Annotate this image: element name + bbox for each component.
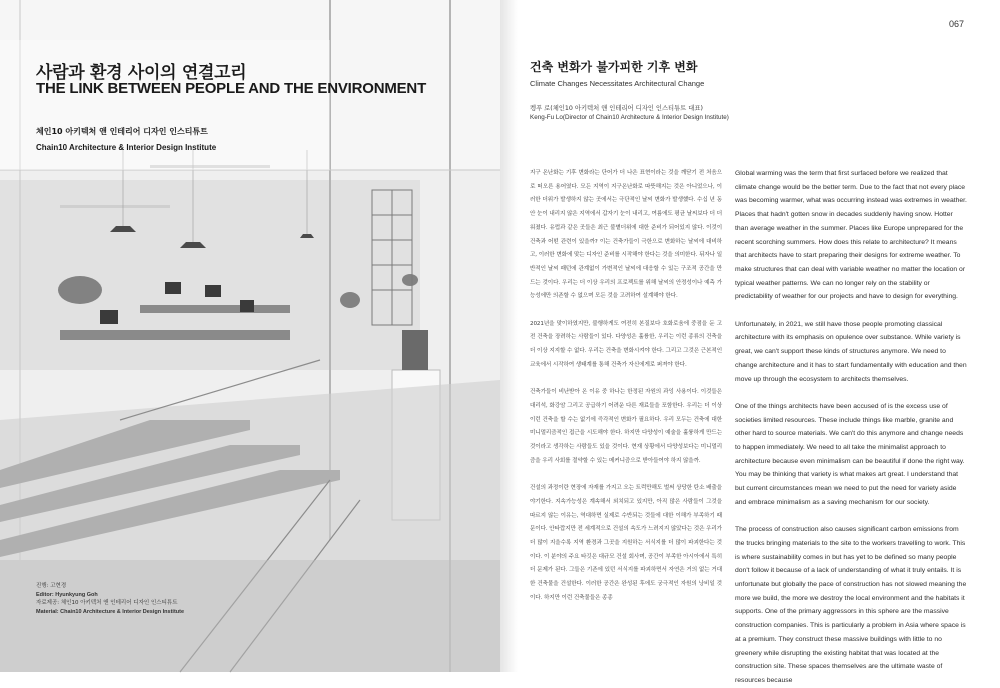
article-body-korean [530,167,722,619]
firm-name-english: Chain10 Architecture & Interior Design Institute [36,143,217,152]
paragraph-ko-2: 2021년을 맞이하였지만, 불행하게도 여전히 본질보다 호화로움에 중점을 둔 고전 건축을 장려하는 사람들이 있다. 다양성은 훌륭한, 우리는 이런 종류의 건축을 더 이상 지지할 수 없다. 우리는 건축을 변화시켜야 한다. 그리고 그것은 근본적인 교육에서 시작하여 생태계를 통해 건축가 자신에게로 퍼져야 한다. [530,320,722,368]
credit-material-english: Material: Chain10 Architecture & Interior Design Institute [36,608,185,615]
paragraph-ko-4: 건설의 과정이란 현장에 자재를 가지고 오는 트럭만해도 벌써 상당한 탄소 배출을 야기한다. 지속가능성은 계속해서 외치되고 있지만, 아직 많은 사람들이 그것을 따르지 않는 이유는, 역대하면 실제로 수반되는 것들에 대한 이해가 부족하기 때문이다. 안타깝지만 전 세계적으로 건설의 속도가 느려지지 않았다는 것은 우리가 더 많이 지을수록 지역 환경과 그곳을 지원하는 서식지를 더 많이 파괴한다는 것이다. 이 분야의 주요 타깃은 대규모 건설 회사며, 공간이 부족한 아시아에서 특히 더 문제가 된다. 그들은 기존에 있던 서식지를 파괴하면서 자연은 거의 없는 거대한 건축물을 건설한다. 이러한 공간은 완성된 후에도 궁극적인 자원의 낭비일 것이다. 하지만 이런 건축물들은 종종 [530,485,722,601]
credit-editor-english: Editor: Hyunkyung Goh [36,591,98,598]
office-interior-photo [0,0,500,672]
photo-credits [36,582,184,616]
paragraph-en-2: Unfortunately, in 2021, we still have those people promoting classical architecture with its emphasis on opulence over substance. While variety is great, we can't support these kinds of structures anymore. We need to change architecture and it has to start fundamentally with education and then move up through the ecosystem to architects themselves. [735,320,967,383]
left-page-photo-spread [0,0,500,672]
page-gutter-shadow [500,0,518,672]
article-body-english [735,167,967,684]
credit-material-korean: 자료제공: 체인10 아키텍처 앤 인테리어 디자인 인스티튜트 [36,600,178,607]
paragraph-en-4: The process of construction also causes significant carbon emissions from the trucks bringing materials to the site to the workers travelling to work. This is where sustainability comes in but has yet to be defined so many people don't follow it because of a lack of understanding of what it truly entails. It is unfortunate but globally the pace of construction has not slowed meaning the more we build, the more we destroy the local environment and the habitats it supports. One of the primary aggressors in this sphere are the massive construction companies. This is particularly a problem in Asia where space is at a premium. They construct these massive buildings with little to no greenery while disrupting the existing habitat that was located at the construction site. These spaces themselves are the ultimate waste of resources because [735,526,967,684]
paragraph-en-1: Global warming was the term that first surfaced before we realized that climate change would be the better term. Due to the fact that not every place was becoming warmer, what was occurring instead was extremes in weather. Places that hadn't gotten snow in decades suddenly having snow. Hotter than average weather in the summer. Places like Europe unprepared for the recent scorching summers. How does this relate to architecture? It means that architects have to start preparing their designs for extreme weather. To make structures that can deal with variable weather no matter the location or typical weather patterns. We can no longer rely on the stability or predictability of weather for our projects and have to design for everything. [735,170,967,301]
paragraph-ko-1: 지구 온난화는 기후 변화라는 단어가 더 나은 표현이라는 것을 깨닫기 전 처음으로 떠오른 용어였다. 모든 지역이 지구온난화로 따뜻해지는 것은 아니었으나, 이러한 더위가 발생하지 않는 곳에서는 극단적인 날씨 변화가 발생했다. 수십 년 동안 눈이 내리지 않은 지역에서 갑자기 눈이 내리고, 여름에도 평균 날씨보다 더 더워졌다. 유럽과 같은 곳들은 최근 불볕더위에 대한 준비가 되어있지 않다. 이것이 건축과 어떤 관련이 있을까? 이는 건축가들이 극한으로 변화하는 날씨에 대비하고, 이러한 변화에 맞는 디자인 준비를 시작해야 한다는 것을 의미한다. 뒤자나 일반적인 날씨 패턴에 관계없이 가변적인 날씨에 대응할 수 있는 구조적 공간을 만드는 것이다. 우리는 더 이상 우리의 프로젝트를 위해 날씨의 안정성이나 예측 가능성에만 의존할 수 없으며 모든 것을 고려하여 설계해야 한다. [530,170,722,300]
feature-title-english: THE LINK BETWEEN PEOPLE AND THE ENVIRONMENT [36,80,427,97]
paragraph-en-3: One of the things architects have been accused of is the excess use of societies limited resources. These include things like marble, granite and other hard to source materials. We can't do this anymore and change needs to happen immediately. We need to all take the minimalist approach to architecture because even minimalism can be beautiful if done the right way. You may be thinking that variety is what makes art great. I understand that but current circumstances mean we need to put the need for variety aside and embrace minimalism as a saving mechanism for our society. [735,402,965,506]
author-byline-korean: 켕푸 로(체인10 아키텍처 앤 인테리어 디자인 인스티튜트 대표) [530,105,703,112]
feature-title-korean: 사람과 환경 사이의 연결고리 [36,63,247,83]
author-byline-english: Keng-Fu Lo(Director of Chain10 Architecture & Interior Design Institute) [530,114,729,121]
paragraph-ko-3: 건축가들이 비난받아 온 이유 중 하나는 한정된 자원의 과잉 사용이다. 이것들은 대리석, 화강암 그리고 공급하기 어려운 다른 재료들을 포함한다. 우리는 더 이상 이런 건축을 할 수는 없기에 즉각적인 변화가 필요하다. 우리 모두는 건축에 대한 미니멀리즘적인 접근을 시도해야 한다. 하지만 다양성이 예술을 훌륭하게 만드는 것이라고 생각하는 사람들도 있을 것이다. 현재 상황에서 다양성보다는 미니멀리즘을 우리 사회를 절약할 수 있는 메커니즘으로 받아들여야 하지 않을까. [530,389,722,464]
article-title-korean: 건축 변화가 불가피한 기후 변화 [530,60,698,74]
page-number: 067 [948,19,964,29]
article-title-english: Climate Changes Necessitates Architectural Change [530,79,705,88]
credit-editor-korean: 진행: 고현경 [36,583,67,589]
firm-name-korean: 체인10 아키텍처 앤 인테리어 디자인 인스티튜트 [36,127,208,136]
